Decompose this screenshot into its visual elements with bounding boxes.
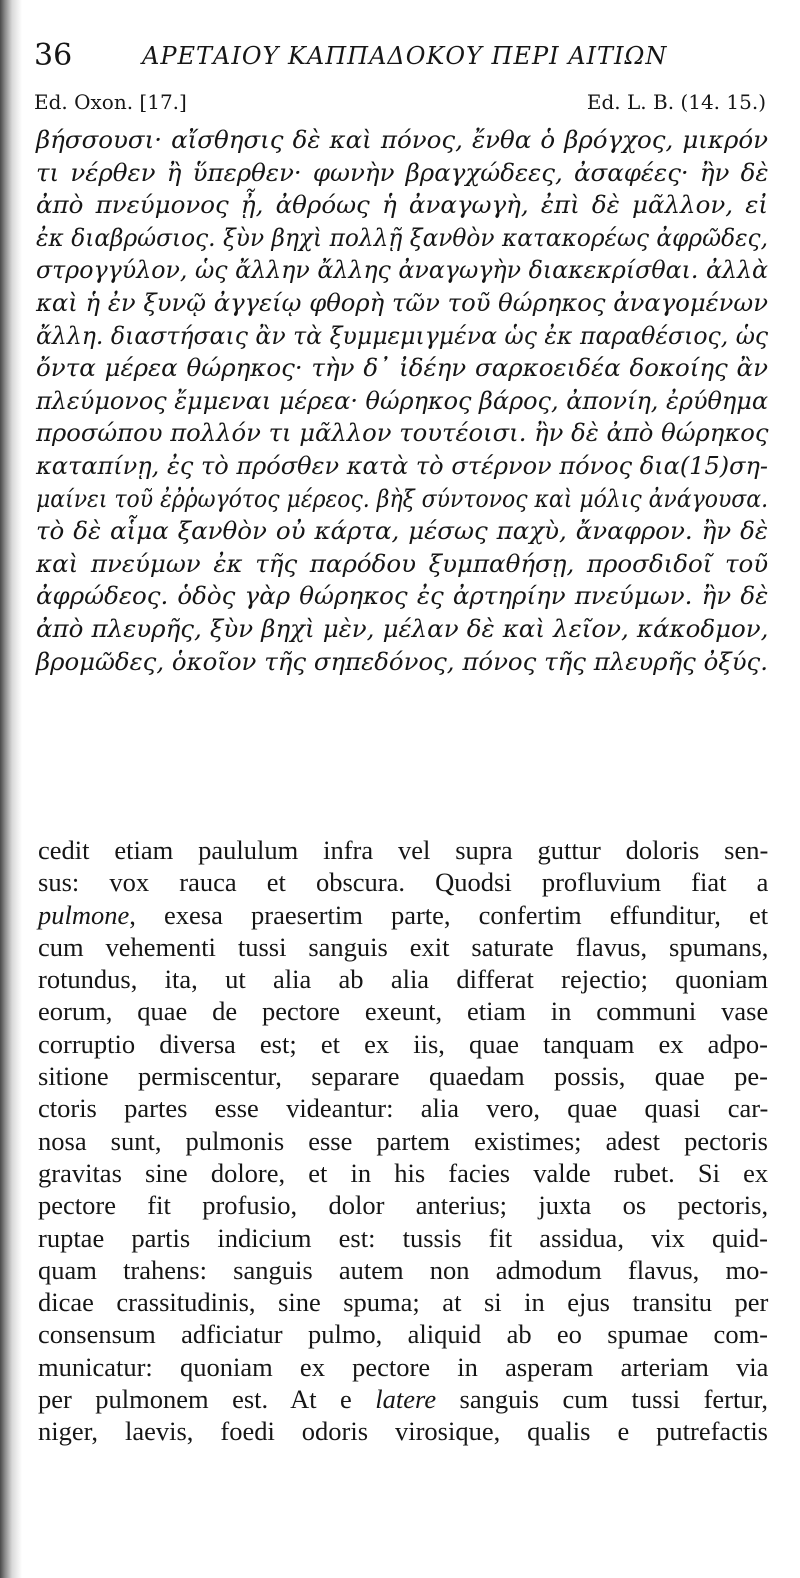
page-number: 36 bbox=[34, 38, 73, 73]
latin-text-segment: , exesa praesertim parte, confertim effunditur, et bbox=[129, 899, 769, 930]
edition-references bbox=[30, 90, 770, 120]
latin-text-line: eorum, quae de pectore exeunt, etiam in communi vase bbox=[38, 996, 769, 1027]
latin-translation-block bbox=[38, 834, 768, 1448]
greek-text-line: στρογγύλον, ὡς ἄλλην ἄλλης ἀναγωγὴν διακεκρίσθαι. ἀλλὰ bbox=[36, 255, 769, 285]
edition-oxford-ref: Ed. Oxon. [17.] bbox=[34, 90, 187, 114]
running-title: ΑΡΕΤΑΙΟΥ ΚΑΠΠΑΔΟΚΟΥ ΠΕΡΙ ΑΙΤΙΩΝ bbox=[142, 42, 668, 70]
greek-text-line: ἄλλη. διαστήσαις ἂν τὰ ξυμμεμιγμένα ὡς ἐκ παραθέσιος, ὡς bbox=[36, 320, 769, 350]
latin-text-line: ctoris partes esse videantur: alia vero, quae quasi car- bbox=[38, 1093, 769, 1124]
latin-text-line: consensum adficiatur pulmo, aliquid ab eo spumae com- bbox=[38, 1319, 769, 1350]
greek-text-line: ἀπὸ πλευρῆς, ξὺν βηχὶ μὲν, μέλαν δὲ καὶ λεῖον, κάκοδμον, bbox=[36, 613, 769, 643]
greek-text-block bbox=[36, 124, 768, 678]
latin-text-line: cedit etiam paululum infra vel supra guttur doloris sen- bbox=[38, 835, 769, 865]
greek-text-line: ἀπὸ πνεύμονος ᾖ, ἀθρόως ἡ ἀναγωγὴ, ἐπὶ δὲ μᾶλλον, εἰ bbox=[36, 190, 768, 220]
greek-text-line: βρομῶδες, ὁκοῖον τῆς σηπεδόνος, πόνος τῆς πλευρῆς ὀξύς. bbox=[36, 646, 768, 676]
greek-text-line: ὄντα μέρεα θώρηκος· τὴν δ᾽ ἰδέην σαρκοειδέα δοκοίης ἂν bbox=[36, 353, 768, 383]
page-binding-shadow bbox=[0, 0, 22, 1578]
edition-leiden-ref: Ed. L. B. (14. 15.) bbox=[586, 90, 766, 114]
latin-text-segment: per pulmonem est. At e bbox=[38, 1384, 376, 1415]
latin-italic-term: pulmone bbox=[38, 899, 130, 930]
latin-text-line: gravitas sine dolore, et in his facies valde rubet. Si ex bbox=[38, 1157, 769, 1188]
greek-text-line: ἀφρώδεος. ὁδὸς γὰρ θώρηκος ἐς ἀρτηρίην πνεύμων. ἢν δὲ bbox=[36, 581, 769, 611]
greek-text-line: βήσσουσι· αἴσθησις δὲ καὶ πόνος, ἔνθα ὁ βρόγχος, μικρόν bbox=[36, 125, 768, 154]
greek-text-line: τὸ δὲ αἷμα ξανθὸν οὐ κάρτα, μέσως παχὺ, ἄναφρον. ἢν δὲ bbox=[36, 516, 768, 546]
greek-text-line: καὶ πνεύμων ἐκ τῆς παρόδου ξυμπαθήσῃ, προσδιδοῖ τοῦ bbox=[36, 548, 769, 578]
greek-text-line: προσώπου πολλόν τι μᾶλλον τουτέοισι. ἢν δὲ ἀπὸ θώρηκος bbox=[36, 418, 769, 448]
latin-text-line: sus: vox rauca et obscura. Quodsi profluvium fiat a bbox=[38, 867, 769, 898]
latin-text-line: niger, laevis, foedi odoris virosique, qualis e putrefactis bbox=[38, 1416, 768, 1447]
page-header bbox=[30, 38, 770, 78]
greek-text-line: μαίνει τοῦ ἐῤῥωγότος μέρεος. βὴξ σύντονος καὶ μόλις ἀνάγουσα. bbox=[36, 483, 769, 513]
latin-text-line: nosa sunt, pulmonis esse partem existimes; adest pectoris bbox=[38, 1125, 768, 1156]
greek-text-line: καταπίνῃ, ἐς τὸ πρόσθεν κατὰ τὸ στέρνον πόνος δια(15)ση- bbox=[36, 450, 768, 480]
greek-text-line: πλεύμονος ἔμμεναι μέρεα· θώρηκος βάρος, ἀπονίη, ἐρύθημα bbox=[36, 385, 768, 415]
latin-text-line bbox=[38, 899, 768, 931]
latin-text-line bbox=[38, 1383, 768, 1415]
latin-text-line: cum vehementi tussi sanguis exit saturate flavus, spumans, bbox=[38, 931, 769, 962]
latin-text-line: corruptio diversa est; et ex iis, quae tanquam ex adpo- bbox=[38, 1028, 768, 1059]
latin-text-segment: sanguis cum tussi fertur, bbox=[436, 1384, 768, 1415]
latin-text-line: rotundus, ita, ut alia ab alia differat rejectio; quoniam bbox=[38, 964, 768, 995]
latin-text-line: dicae crassitudinis, sine spuma; at si in ejus transitu per bbox=[38, 1287, 769, 1318]
latin-text-line: pectore fit profusio, dolor anterius; juxta os pectoris, bbox=[38, 1190, 769, 1221]
latin-text-line: ruptae partis indicium est: tussis fit assidua, vix quid- bbox=[38, 1222, 768, 1253]
latin-text-line: sitione permiscentur, separare quaedam possis, quae pe- bbox=[38, 1061, 768, 1092]
greek-text-line: καὶ ἡ ἐν ξυνῷ ἀγγείῳ φθορὴ τῶν τοῦ θώρηκος ἀναγομένων bbox=[36, 287, 768, 317]
latin-italic-term: latere bbox=[375, 1384, 437, 1415]
greek-text-line: τι νέρθεν ἢ ὕπερθεν· φωνὴν βραγχώδεες, ἀσαφέες· ἢν δὲ bbox=[36, 157, 769, 187]
latin-text-line: municatur: quoniam ex pectore in asperam arteriam via bbox=[38, 1351, 769, 1382]
greek-text-line: ἐκ διαβρώσιος. ξὺν βηχὶ πολλῇ ξανθὸν κατακορέως ἀφρῶδες, bbox=[36, 222, 768, 252]
latin-text-line: quam trahens: sanguis autem non admodum flavus, mo- bbox=[38, 1254, 769, 1285]
